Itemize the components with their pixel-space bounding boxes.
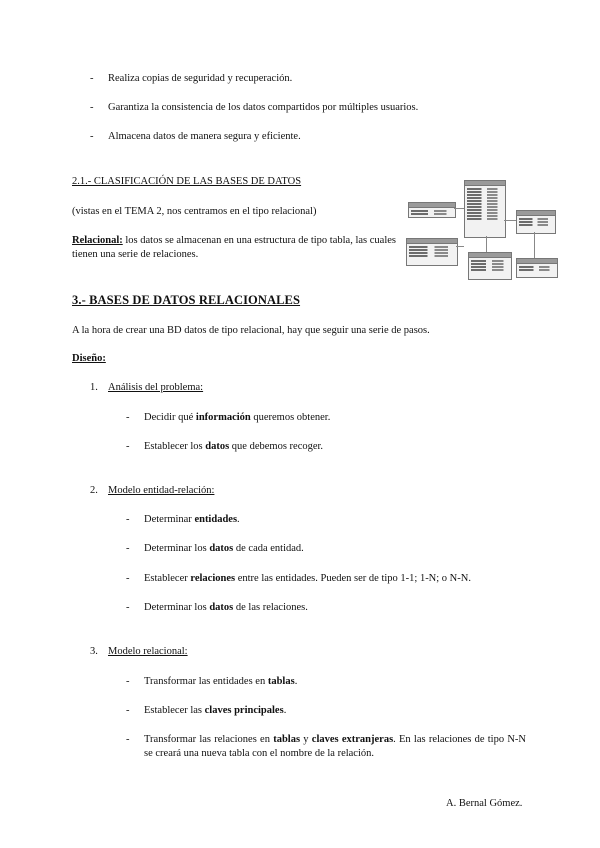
step-title: Modelo entidad-relación: [108, 485, 215, 496]
relacional-paragraph [72, 234, 396, 262]
er-table [406, 238, 458, 266]
list-text: Transformar las relaciones en tablas y claves extranjeras. En las relaciones de tipo N-N se creará una nueva tabla con el nombre de la relación. [144, 734, 527, 760]
section-3-title: 3.- BASES DE DATOS RELACIONALES [72, 293, 301, 307]
footer-author: A. Bernal Gómez. [446, 798, 523, 809]
list-dash: - [126, 734, 130, 745]
step-number: 3. [90, 646, 98, 657]
list-dash: - [126, 543, 130, 554]
list-dash: - [126, 573, 130, 584]
list-dash: - [90, 131, 94, 142]
list-text: Transformar las entidades en tablas. [144, 676, 298, 687]
list-dash: - [126, 441, 130, 452]
er-table [468, 252, 512, 280]
er-diagram-image [406, 180, 556, 278]
list-text: Garantiza la consistencia de los datos compartidos por múltiples usuarios. [108, 102, 419, 113]
relacional-label: Relacional: [72, 235, 123, 246]
list-text: Establecer relaciones entre las entidades. Pueden ser de tipo 1-1; 1-N; o N-N. [144, 573, 471, 584]
list-text: Determinar los datos de cada entidad. [144, 543, 304, 554]
list-text: Establecer las claves principales. [144, 705, 287, 716]
list-text: Realiza copias de seguridad y recuperación. [108, 73, 293, 84]
step-title: Modelo relacional: [108, 646, 188, 657]
list-dash: - [126, 705, 130, 716]
list-dash: - [126, 514, 130, 525]
relacional-text: los datos se almacenan en una estructura de tipo tabla, las cuales tienen una serie de relaciones. [72, 235, 396, 261]
list-dash: - [126, 676, 130, 687]
er-table [408, 202, 456, 218]
list-dash: - [90, 102, 94, 113]
section-2-1-note: (vistas en el TEMA 2, nos centramos en el tipo relacional) [72, 206, 317, 217]
section-2-1-title: 2.1.- CLASIFICACIÓN DE LAS BASES DE DATOS [72, 176, 302, 187]
list-text: Determinar entidades. [144, 514, 240, 525]
list-text: Almacena datos de manera segura y eficiente. [108, 131, 301, 142]
step-title: Análisis del problema: [108, 382, 204, 393]
list-text: Determinar los datos de las relaciones. [144, 602, 308, 613]
list-text: Decidir qué información queremos obtener. [144, 412, 331, 423]
section-3-intro: A la hora de crear una BD datos de tipo relacional, hay que seguir una serie de pasos. [72, 325, 430, 336]
er-table [516, 210, 556, 234]
diseno-heading: Diseño: [72, 353, 106, 364]
list-dash: - [126, 412, 130, 423]
list-dash: - [126, 602, 130, 613]
list-text: Establecer los datos que debemos recoger. [144, 441, 324, 452]
er-table [516, 258, 558, 278]
step-number: 2. [90, 485, 98, 496]
list-dash: - [90, 73, 94, 84]
er-table [464, 180, 506, 238]
step-number: 1. [90, 382, 98, 393]
